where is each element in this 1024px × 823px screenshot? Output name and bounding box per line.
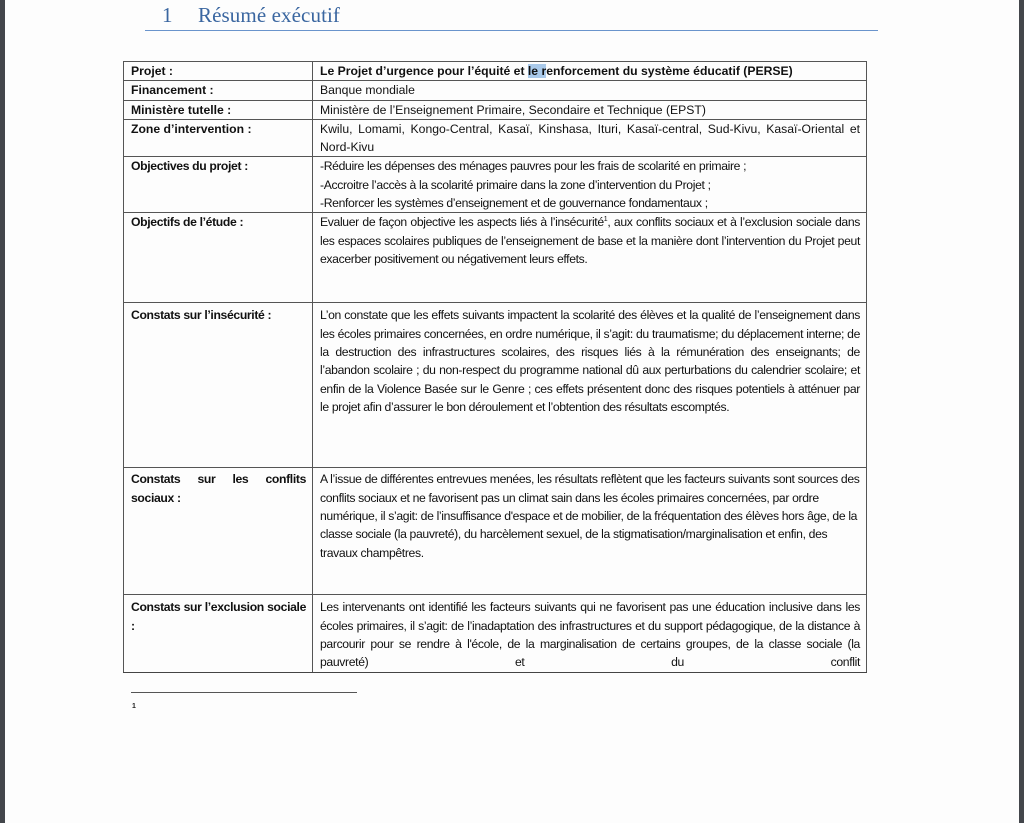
row-value: Les intervenants ont identifié les facteurs suivants qui ne favorisent pas une éducation inclusive dans les écoles primaires, il s’agit: de l’inadaptation des infrastructures et du support pédagogique, de la distance à parcourir pour se rendre à l'école, de la marginalisation de certains groupes, de la classe sociale (la pauvreté) et du conflit — [313, 595, 867, 672]
table-row — [124, 303, 867, 468]
section-number: 1 — [162, 3, 173, 27]
table-row — [124, 100, 867, 119]
row-value: A l’issue de différentes entrevues menées, les résultats reflètent que les facteurs suivants sont sources des conflits sociaux et ne favorisent pas un climat sain dans les écoles primaires concernées, par ordre numérique, il s’agit: de l’insuffisance d'espace et de mobilier, de la fréquentation des élèves hors âge, de la classe sociale (la pauvreté), du harcèlement sexuel, de la stigmatisation/marginalisation et enfin, des travaux champêtres. — [313, 468, 867, 595]
row-label: Constats sur l’insécurité : — [124, 303, 313, 468]
row-label: Zone d’intervention : — [124, 119, 313, 157]
row-label: Constats sur les conflits sociaux : — [124, 468, 313, 595]
objective-item: -Renforcer les systèmes d’enseignement et de gouvernance fondamentaux ; — [320, 196, 708, 211]
objective-item: -Réduire les dépenses des ménages pauvres pour les frais de scolarité en primaire ; — [320, 159, 747, 174]
footnote-reference[interactable]: 1 — [603, 216, 608, 224]
section-heading — [162, 3, 340, 28]
row-value: Kwilu, Lomami, Kongo-Central, Kasaï, Kinshasa, Ituri, Kasaï-central, Sud-Kivu, Kasaï-Oriental et Nord-Kivu — [313, 119, 867, 157]
row-value: Ministère de l’Enseignement Primaire, Secondaire et Technique (EPST) — [313, 100, 867, 119]
row-value: L’on constate que les effets suivants impactent la scolarité des élèves et la qualité de l’enseignement dans les écoles primaires concernées, en ordre numérique, il s’agit: du traumatisme; du déplacement interne; de la destruction des infrastructures scolaires, des risques liés à la rémunération des enseignants; de l’abandon scolaire ; du non-respect du programme national dû aux perturbations du calendrier scolaire; et enfin de la Violence Basée sur le Genre ; ces effets présentent donc des risques potentiels à atténuer par le projet afin d’assurer le bon déroulement et l’obtention des résultats escomptés. — [313, 303, 867, 468]
text-selection[interactable]: le r — [527, 64, 547, 78]
table-row — [124, 213, 867, 303]
heading-underline — [145, 30, 878, 31]
row-label: Ministère tutelle : — [124, 100, 313, 119]
row-label: Projet : — [124, 62, 313, 81]
objective-item: -Accroitre l’accès à la scolarité primaire dans la zone d’intervention du Projet ; — [320, 177, 711, 192]
table-row — [124, 62, 867, 81]
footnote-separator — [131, 692, 357, 693]
table-row — [124, 81, 867, 100]
row-label: Constats sur l’exclusion sociale : — [124, 595, 313, 672]
table-row — [124, 468, 867, 595]
row-label: Objectifs de l’étude : — [124, 213, 313, 303]
table-row — [124, 119, 867, 157]
row-value — [313, 157, 867, 213]
footnote-number: 1 — [132, 703, 136, 710]
row-label: Objectives du projet : — [124, 157, 313, 213]
executive-summary-table — [123, 61, 867, 673]
window-right-edge — [1019, 0, 1024, 823]
row-value: Evaluer de façon objective les aspects liés à l’insécurité$^1$, aux conflits sociaux et à l’exclusion sociale dans les espaces scolaires publiques de l’enseignement de base et la manière dont l’intervention du Projet peut exacerber positivement ou négativement leurs effets. — [313, 213, 867, 303]
row-value: Banque mondiale — [313, 81, 867, 100]
table-row — [124, 157, 867, 213]
section-title: Résumé exécutif — [198, 3, 341, 27]
row-value[interactable]: Le Projet d’urgence pour l’équité et le renforcement du système éducatif (PERSE) — [313, 62, 867, 81]
row-label: Financement : — [124, 81, 313, 100]
table-row — [124, 595, 867, 672]
